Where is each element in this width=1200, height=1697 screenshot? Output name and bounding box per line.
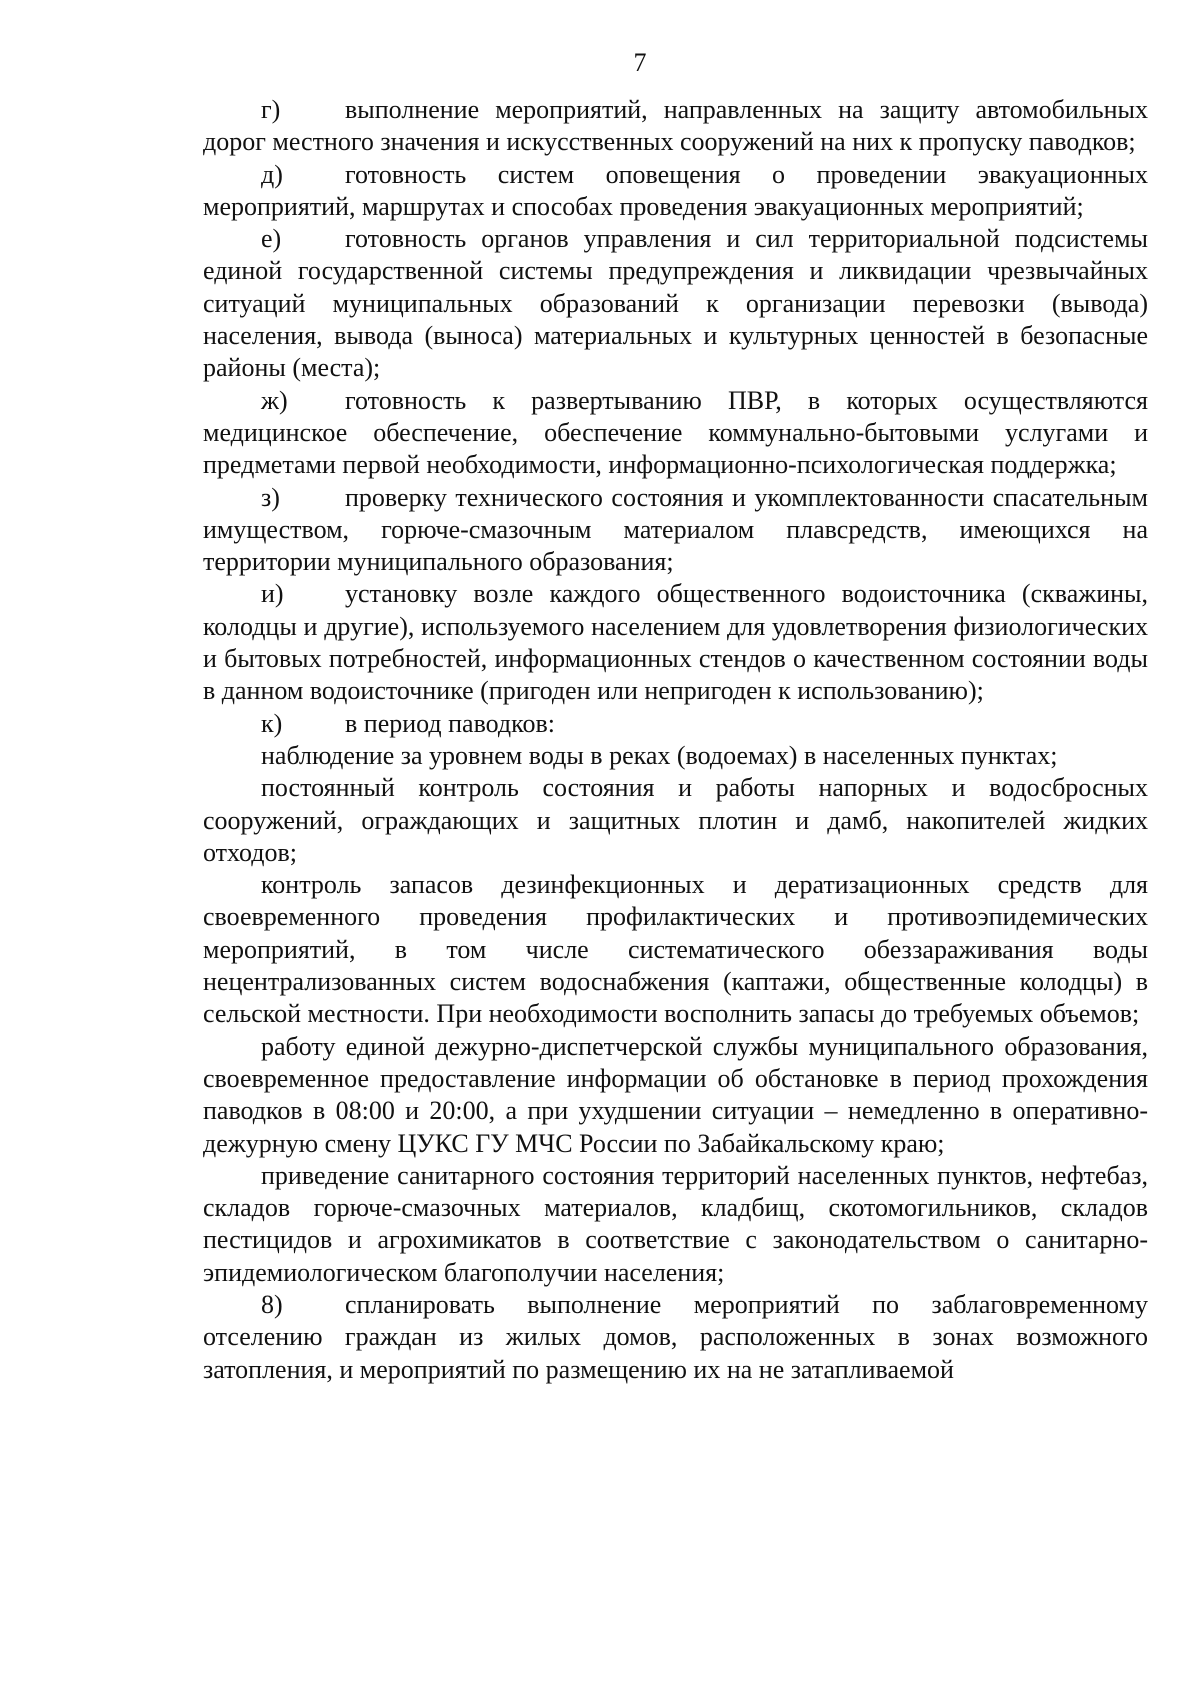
- list-item-i: [203, 578, 1148, 707]
- item-text: готовность к развертыванию ПВР, в которых осуществляются медицинское обеспечение, обеспечение коммунально-бытовыми услугами и предметами первой необходимости, информационно-психологическая поддержка;: [203, 385, 1148, 480]
- list-item-z: [203, 482, 1148, 579]
- list-item-k: [203, 708, 1148, 740]
- item-text: установку возле каждого общественного водоисточника (скважины, колодцы и другие), используемого населением для удовлетворения физиологических и бытовых потребностей, информационных стендов о качественном состоянии воды в данном водоисточнике (пригоден или непригоден к использованию);: [203, 579, 1148, 706]
- item-text: спланировать выполнение мероприятий по заблаговременному отселению граждан из жилых домов, расположенных в зонах возможного затопления, и мероприятий по размещению их на не затапливаемой: [203, 1289, 1148, 1384]
- item-text: выполнение мероприятий, направленных на защиту автомобильных дорог местного значения и искусственных сооружений на них к пропуску паводков;: [203, 95, 1148, 157]
- item-marker: д): [261, 159, 283, 189]
- paragraph-water-level: наблюдение за уровнем воды в реках (водоемах) в населенных пунктах;: [261, 740, 1058, 770]
- item-text: готовность систем оповещения о проведении эвакуационных мероприятий, маршрутах и способах проведения эвакуационных мероприятий;: [203, 159, 1148, 221]
- list-item-d: [203, 159, 1148, 224]
- list-item-8: [203, 1289, 1148, 1386]
- list-item-zh: [203, 385, 1148, 482]
- item-marker: з): [261, 482, 280, 512]
- paragraph-dam-control: постоянный контроль состояния и работы напорных и водосбросных сооружений, ограждающих и защитных плотин и дамб, накопителей жидких отходов;: [203, 773, 1148, 867]
- item-marker: г): [261, 95, 281, 124]
- item-marker: 8): [261, 1289, 283, 1319]
- item-text: готовность органов управления и сил территориальной подсистемы единой государственной системы предупреждения и ликвидации чрезвычайных ситуаций муниципальных образований к организации перевозки (вывода) населения, вывода (выноса) материальных и культурных ценностей в безопасные районы (места);: [203, 224, 1148, 383]
- item-marker: и): [261, 579, 284, 609]
- paragraph-disinfection: контроль запасов дезинфекционных и дератизационных средств для своевременного проведения профилактических и противоэпидемических мероприятий, в том числе систематического обеззараживания воды нецентрализованных систем водоснабжения (каптажи, общественные колодцы) в сельской местности. При необходимости восполнить запасы до требуемых объемов;: [203, 870, 1148, 1029]
- item-marker: к): [261, 708, 283, 738]
- item-text: в период паводков:: [345, 708, 555, 738]
- paragraph-sanitary: приведение санитарного состояния территорий населенных пунктов, нефтебаз, складов горюче-смазочных материалов, кладбищ, скотомогильников, складов пестицидов и агрохимикатов в соответствие с законодательством о санитарно-эпидемиологическом благополучии населения;: [203, 1160, 1148, 1287]
- page-number: 7: [633, 48, 647, 77]
- list-item-g: [203, 94, 1148, 159]
- document-body: [203, 94, 1148, 1386]
- list-item-e: [203, 223, 1148, 384]
- item-marker: ж): [261, 385, 288, 415]
- item-text: проверку технического состояния и укомплектованности спасательным имуществом, горюче-смазочным материалом плавсредств, имеющихся на территории муниципального образования;: [203, 482, 1148, 577]
- item-marker: е): [261, 224, 282, 254]
- paragraph-dispatch-service: работу единой дежурно-диспетчерской службы муниципального образования, своевременное предоставление информации об обстановке в период прохождения паводков в 08:00 и 20:00, а при ухудшении ситуации – немедленно в оперативно-дежурную смену ЦУКС ГУ МЧС России по Забайкальскому краю;: [203, 1031, 1148, 1158]
